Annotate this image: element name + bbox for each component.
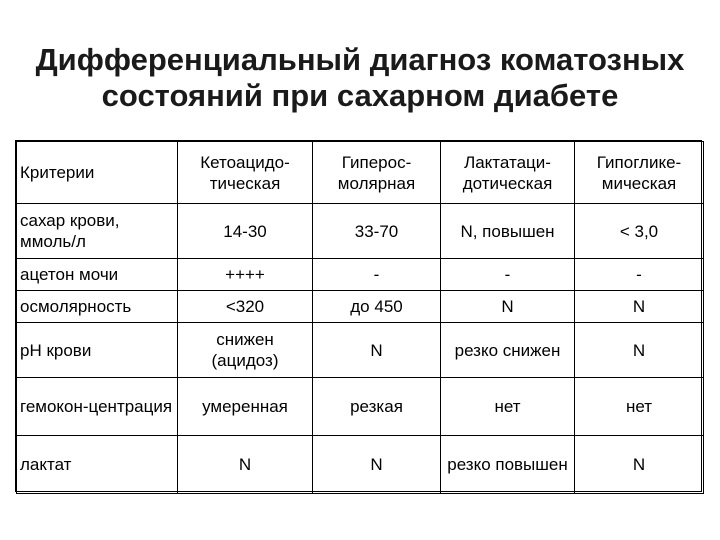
row-criterion: ацетон мочи <box>17 259 178 291</box>
table-row <box>17 259 704 291</box>
table-cell: нет <box>441 378 575 436</box>
table-row <box>17 204 704 259</box>
table-cell: N <box>313 323 441 378</box>
table-cell: N <box>178 436 313 494</box>
header-hypoglycemic: Гипоглике-мическая <box>575 142 704 204</box>
table-row <box>17 323 704 378</box>
table-cell: резкая <box>313 378 441 436</box>
table-cell: резко повышен <box>441 436 575 494</box>
table-cell: резко снижен <box>441 323 575 378</box>
table-cell: снижен (ацидоз) <box>178 323 313 378</box>
title-line-1: Дифференциальный диагноз коматозных <box>35 42 685 77</box>
row-criterion: рН крови <box>17 323 178 378</box>
row-criterion: осмолярность <box>17 291 178 323</box>
header-criteria: Критерии <box>17 142 178 204</box>
table-cell: 14-30 <box>178 204 313 259</box>
table-cell: нет <box>575 378 704 436</box>
table-row <box>17 436 704 494</box>
table-cell: - <box>441 259 575 291</box>
header-ketoacidotic: Кетоацидо-тическая <box>178 142 313 204</box>
title-line-2: состояний при сахарном диабете <box>101 78 619 113</box>
table-cell: N, повышен <box>441 204 575 259</box>
table-cell: умеренная <box>178 378 313 436</box>
table-cell: N <box>575 436 704 494</box>
table-cell: <320 <box>178 291 313 323</box>
table-cell: N <box>575 291 704 323</box>
row-criterion: сахар крови, ммоль/л <box>17 204 178 259</box>
table-cell: ++++ <box>178 259 313 291</box>
header-hyperosmolar: Гиперос-молярная <box>313 142 441 204</box>
comparison-table <box>15 140 702 492</box>
row-criterion: лактат <box>17 436 178 494</box>
table-cell: - <box>313 259 441 291</box>
table-cell: N <box>441 291 575 323</box>
table-row <box>17 378 704 436</box>
table-cell: - <box>575 259 704 291</box>
header-lactacidotic: Лактатаци-дотическая <box>441 142 575 204</box>
table-header-row <box>17 142 704 204</box>
table-cell: до 450 <box>313 291 441 323</box>
table-row <box>17 291 704 323</box>
table-cell: 33-70 <box>313 204 441 259</box>
table-cell: N <box>575 323 704 378</box>
page-title <box>0 42 720 114</box>
row-criterion: гемокон-центрация <box>17 378 178 436</box>
table-cell: < 3,0 <box>575 204 704 259</box>
table-cell: N <box>313 436 441 494</box>
